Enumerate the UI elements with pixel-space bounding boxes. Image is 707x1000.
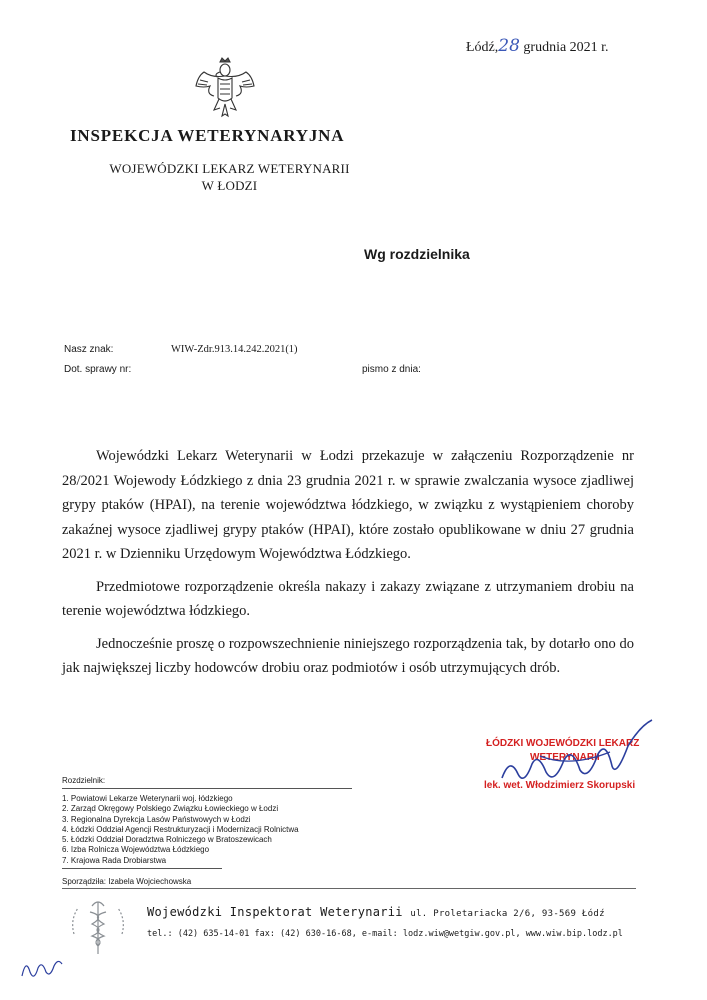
footer-institution-name: Wojewódzki Inspektorat Weterynarii bbox=[147, 905, 403, 919]
nasz-znak-label: Nasz znak: bbox=[64, 344, 114, 355]
date-day-handwritten: 28 bbox=[498, 36, 520, 56]
letter-body bbox=[62, 444, 634, 681]
footer-divider bbox=[62, 888, 636, 889]
institution-title: INSPEKCJA WETERYNARYJNA bbox=[70, 126, 345, 145]
distribution-item: 6. Izba Rolnicza Województwa Łódzkiego bbox=[62, 845, 210, 855]
body-paragraph-2: Przedmiotowe rozporządzenie określa nakazy i zakazy związane z utrzymaniem drobiu na terenie województwa łódzkiego. bbox=[62, 578, 634, 619]
distribution-list bbox=[62, 794, 299, 866]
pismo-z-dnia-label: pismo z dnia: bbox=[362, 364, 421, 375]
distribution-item: 2. Zarząd Okręgowy Polskiego Związku Łowieckiego w Łodzi bbox=[62, 804, 279, 814]
distribution-item: 1. Powiatowi Lekarze Weterynarii woj. łódzkiego bbox=[62, 794, 233, 803]
date-place: Łódź, bbox=[466, 40, 499, 55]
stamp-line-3: lek. wet. Włodzimierz Skorupski bbox=[484, 780, 636, 791]
nasz-znak-value: WIW-Zdr.913.14.242.2021(1) bbox=[171, 344, 298, 355]
body-paragraph-3: Jednocześnie proszę o rozpowszechnienie niniejszego rozporządzenia tak, by dotarło ono do jak największej liczby hodowców drobiu oraz podmiotów i osób utrzymujących drób. bbox=[62, 635, 634, 676]
handwritten-signature bbox=[480, 716, 660, 796]
distribution-item: 7. Krajowa Rada Drobiarstwa bbox=[62, 855, 167, 865]
dot-sprawy-label: Dot. sprawy nr: bbox=[64, 364, 132, 375]
distribution-title: Rozdzielnik: bbox=[62, 776, 106, 785]
distribution-item: 3. Regionalna Dyrekcja Lasów Państwowych w Łodzi bbox=[62, 814, 251, 824]
distribution-item: 5. Łódzki Oddział Doradztwa Rolniczego w Bratoszewicach bbox=[62, 835, 272, 845]
institution-subtitle-line1: WOJEWÓDZKI LEKARZ WETERYNARII bbox=[109, 161, 350, 176]
footer-institution bbox=[147, 905, 605, 919]
body-paragraph-1: Wojewódzki Lekarz Weterynarii w Łodzi przekazuje w załączeniu Rozporządzenie nr 28/2021 Wojewody Łódzkiego z dnia 23 grudnia 2021 r. w sprawie zwalczania wysoce zjadliwej grypy ptaków (HPAI), na terenie województwa łódzkiego, w związku z wystąpieniem choroby zakaźnej wysoce zjadliwej grypy ptaków (HPAI), które zostało opublikowane w dniu 27 grudnia 2021 r. w Dzienniku Urzędowym Województwa Łódzkiego. bbox=[62, 448, 634, 562]
addressee: Wg rozdzielnika bbox=[364, 246, 470, 262]
handwritten-initials bbox=[18, 954, 66, 984]
letter-date bbox=[466, 36, 609, 56]
institution-subtitle-line2: W ŁODZI bbox=[201, 178, 258, 193]
footer-contact: tel.: (42) 635-14-01 fax: (42) 630-16-68, e-mail: lodz.wiw@wetgiw.gov.pl, www.wiw.bip.lodz.pl bbox=[147, 929, 623, 939]
stamp-line-2: WETERYNARII bbox=[530, 752, 600, 763]
date-month-year: grudnia 2021 r. bbox=[523, 40, 609, 55]
prepared-by: Sporządziła: Izabela Wojciechowska bbox=[62, 877, 192, 886]
veterinary-caduceus-logo-icon bbox=[66, 894, 130, 958]
institution-subtitle bbox=[102, 160, 357, 194]
distribution-divider bbox=[62, 788, 352, 789]
stamp-line-1: ŁÓDZKI WOJEWÓDZKI LEKARZ bbox=[486, 738, 640, 749]
footer-address: ul. Proletariacka 2/6, 93-569 Łódź bbox=[410, 909, 605, 919]
polish-eagle-emblem-icon bbox=[190, 52, 260, 122]
distribution-item: 4. Łódzki Oddział Agencji Restrukturyzacji i Modernizacji Rolnictwa bbox=[62, 824, 299, 834]
prepared-divider bbox=[62, 868, 222, 869]
